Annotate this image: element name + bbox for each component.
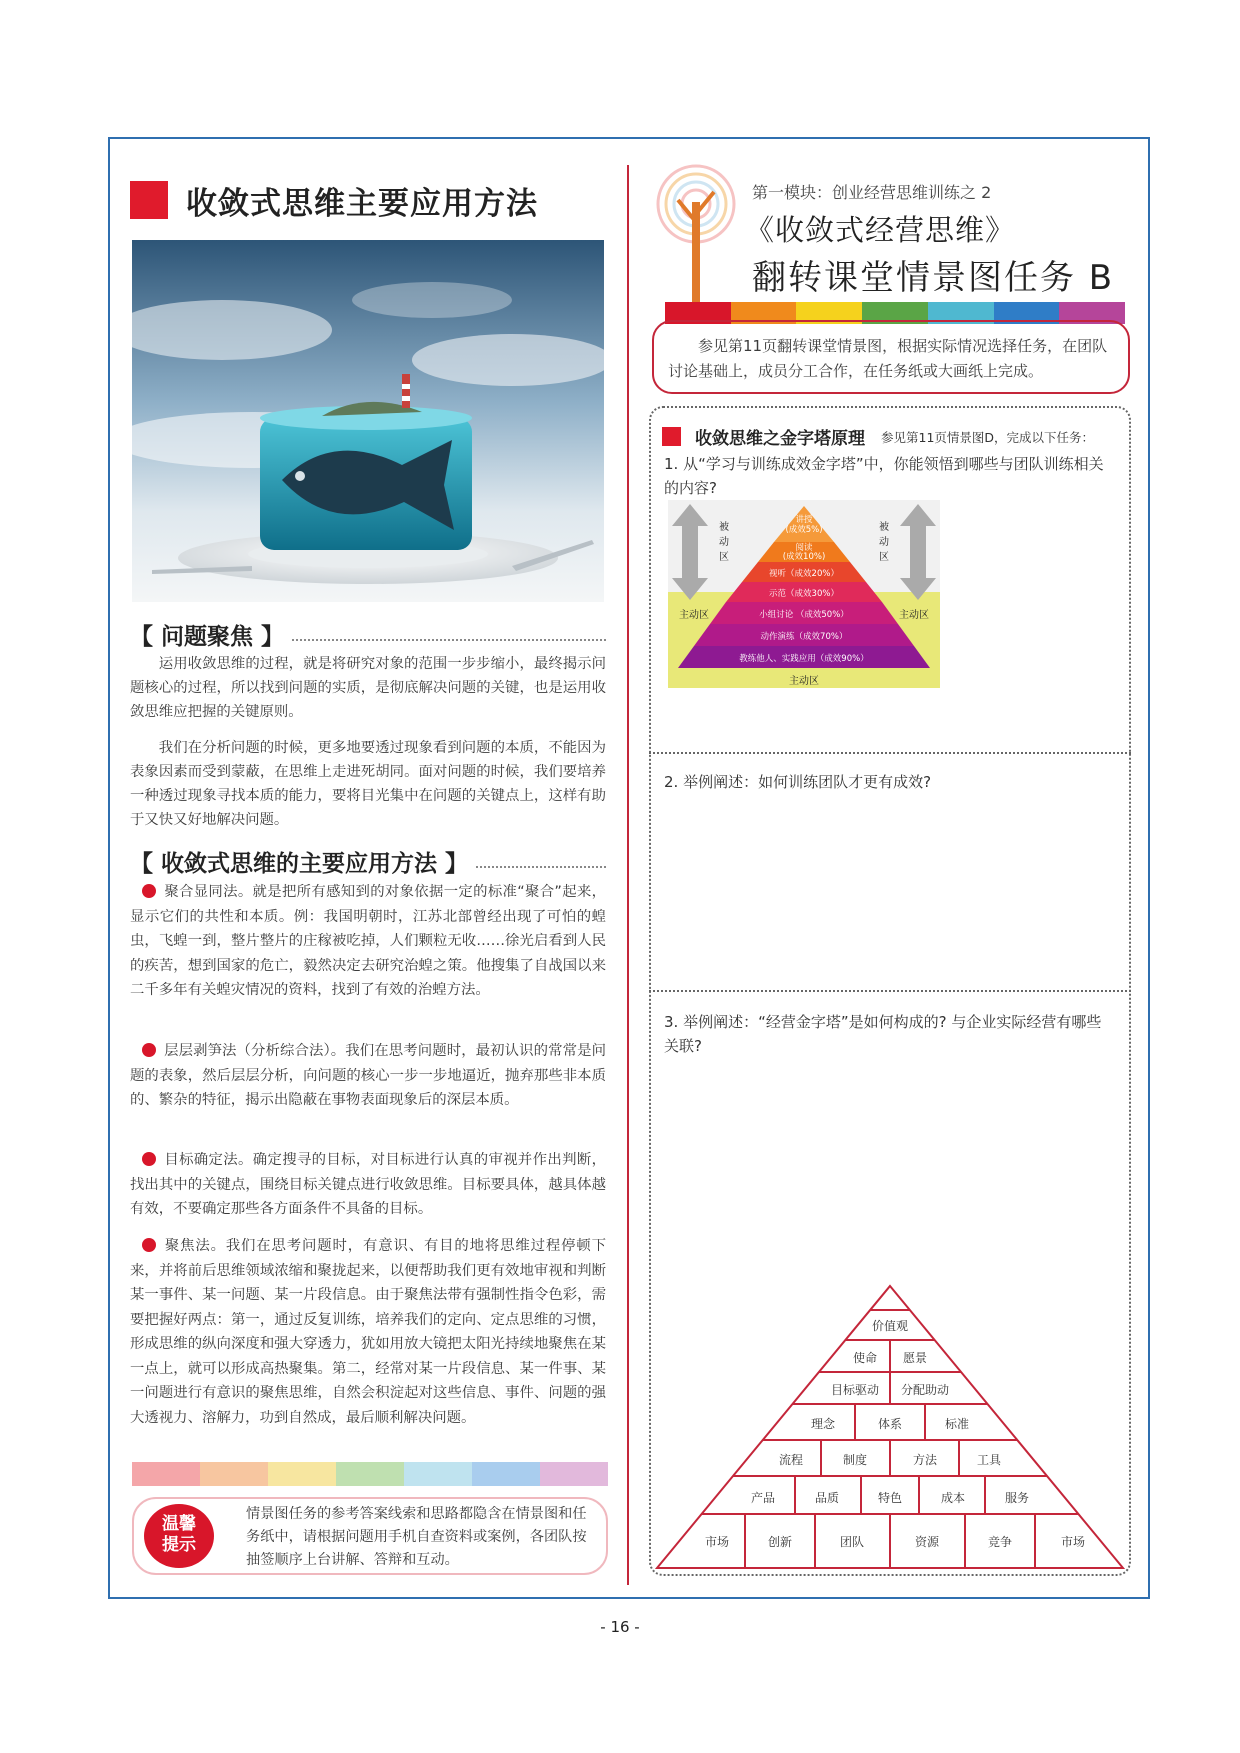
question-2: 2. 举例阐述：如何训练团队才更有成效? [664,773,932,791]
method-text: 目标确定法。确定搜寻的目标，对目标进行认真的审视并作出判断，找出其中的关键点，围绕目标关键点进行收敛思维。目标要具体，越具体越有效，不要确定那些各方面条件不具备的目标。 [130,1152,606,1217]
svg-text:团队: 团队 [839,1535,865,1549]
svg-text:动: 动 [719,537,729,548]
svg-text:体系: 体系 [877,1417,903,1431]
section-heading-text: 【 收敛式思维的主要应用方法 】 [130,851,469,877]
bullet-icon [142,1238,156,1252]
paragraph: 运用收敛思维的过程，就是将研究对象的范围一步步缩小，最终揭示问题核心的过程，所以找到问题的实质，是彻底解决问题的关键，也是运用收敛思维应把握的关键原则。 [130,656,606,720]
svg-text:使命: 使命 [852,1351,878,1365]
method-item [130,1148,606,1222]
instruction-box [652,320,1130,394]
business-pyramid [655,1282,1125,1572]
tip-badge-text: 温馨 提示 [162,1514,196,1555]
svg-text:被: 被 [879,522,889,533]
method-item [130,880,606,1003]
paragraph: 我们在分析问题的时候，更多地要透过现象看到问题的本质，不能因为表象因素而受到蒙蔽，在思维上走进死胡同。面对问题的时候，我们要培养一种透过现象寻找本质的能力，要将目光集中在问题的关键点上，这样有助于又快又好地解决问题。 [130,740,606,828]
bullet-icon [142,1043,156,1057]
svg-text:动作演练（成效70%）: 动作演练（成效70%） [760,632,848,642]
tip-badge [144,1504,214,1568]
svg-text:愿景: 愿景 [902,1351,928,1365]
svg-text:产品: 产品 [750,1491,776,1505]
svg-text:区: 区 [879,552,889,563]
right-title-2: 翻转课堂情景图任务 B [752,258,1115,298]
bullet-icon [142,1152,156,1166]
svg-text:(成效10%): (成效10%) [782,552,826,562]
instruction-text: 参见第11页翻转课堂情景图，根据实际情况选择任务，在团队讨论基础上，成员分工合作，在任务纸或大画纸上完成。 [668,337,1108,380]
svg-text:讲授: 讲授 [795,515,813,525]
svg-text:工具: 工具 [976,1453,1002,1467]
svg-text:竞争: 竞争 [987,1535,1013,1549]
svg-text:示范（成效30%）: 示范（成效30%） [769,589,839,599]
svg-text:(成效5%): (成效5%) [785,525,823,535]
task-marker-icon [662,427,681,446]
tip-text: 情景图任务的参考答案线索和思路都隐含在情景图和任务纸中，请根据问题用手机自查资料或案例，各团队按抽签顺序上台讲解、答辩和互动。 [246,1506,587,1568]
svg-text:方法: 方法 [912,1453,938,1467]
tip-box [132,1497,608,1575]
svg-text:主动区: 主动区 [789,676,819,687]
method-item [130,1039,606,1113]
svg-text:服务: 服务 [1004,1491,1030,1505]
svg-text:小组讨论 （成效50%）: 小组讨论 （成效50%） [759,610,849,620]
dotted-rule [292,629,606,641]
svg-text:标准: 标准 [944,1417,970,1431]
svg-text:视听（成效20%）: 视听（成效20%） [769,569,839,579]
svg-text:理念: 理念 [810,1417,836,1431]
svg-text:主动区: 主动区 [679,610,709,621]
svg-text:市场: 市场 [1060,1535,1086,1549]
section-methods-heading [130,845,606,878]
left-title [130,178,610,222]
question-3: 3. 举例阐述：“经营金字塔”是如何构成的? 与企业实际经营有哪些关联? [664,1013,1102,1055]
svg-text:被: 被 [719,522,729,533]
bullet-icon [142,884,156,898]
svg-text:流程: 流程 [778,1453,804,1467]
svg-text:创新: 创新 [767,1535,793,1549]
method-item [130,1234,606,1430]
task-reference: 参见第11页情景图D，完成以下任务： [881,429,1095,445]
svg-text:特色: 特色 [877,1491,903,1505]
hero-image [132,240,604,602]
right-title-1: 《收敛式经营思维》 [745,213,1016,247]
svg-text:分配助动: 分配助动 [900,1383,950,1397]
title-marker-icon [130,181,168,219]
method-text: 层层剥笋法（分析综合法）。我们在思考问题时，最初认识的常常是问题的表象，然后层层分析，向问题的核心一步一步地逼近，抛弃那些非本质的、繁杂的特征，揭示出隐蔽在事物表面现象后的深层本质。 [130,1043,606,1108]
left-title-text: 收敛式思维主要应用方法 [186,185,538,222]
svg-text:阅读: 阅读 [795,543,813,553]
task-title: 收敛思维之金字塔原理 [695,429,865,449]
section-heading-text: 【 问题聚焦 】 [130,624,285,650]
method-text: 聚焦法。我们在思考问题时，有意识、有目的地将思维过程停顿下来，并将前后思维领域浓缩和聚拢起来，以便帮助我们更有效地审视和判断某一事件、某一问题、某一片段信息。由于聚焦法带有强制性指令色彩，需要把握好两点：第一，通过反复训练，培养我们的定向、定点思维的习惯，形成思维的纵向深度和强大穿透力，犹如用放大镜把太阳光持续地聚焦在某一点上，就可以形成高热聚集。第二，经常对某一片段信息、某一件事、某一问题进行有意识的聚焦思维，自然会积淀起对这些信息、事件、问题的强大透视力、溶解力，功到自然成，最后顺利解决问题。 [130,1238,606,1426]
svg-text:价值观: 价值观 [871,1319,909,1333]
svg-text:目标驱动: 目标驱动 [830,1383,880,1397]
svg-text:区: 区 [719,552,729,563]
task-heading [662,424,1094,449]
dotted-rule [476,856,606,868]
task-separator [649,752,1131,754]
column-divider [627,165,629,1585]
learning-pyramid [668,500,940,688]
method-text: 聚合显同法。就是把所有感知到的对象依据一定的标准“聚合”起来，显示它们的共性和本质。例：我国明朝时，江苏北部曾经出现了可怕的蝗虫，飞蝗一到，整片整片的庄稼被吃掉，人们颗粒无收……徐光启看到人民的疾苦，想到国家的危亡，毅然决定去研究治蝗之策。他搜集了自战国以来二千多年有关蝗灾情况的资料，找到了有效的治蝗方法。 [130,884,606,998]
svg-text:制度: 制度 [842,1453,868,1467]
page-number: - 16 - [600,1618,640,1636]
svg-text:成本: 成本 [940,1491,966,1505]
svg-text:市场: 市场 [704,1535,730,1549]
svg-text:教练他人、实践应用（成效90%）: 教练他人、实践应用（成效90%） [739,654,869,664]
svg-text:资源: 资源 [914,1535,940,1549]
color-strip [132,1462,608,1486]
module-label: 第一模块：创业经营思维训练之 2 [752,183,992,202]
svg-text:主动区: 主动区 [899,610,929,621]
task-separator [649,990,1131,992]
svg-text:动: 动 [879,537,889,548]
section-problem-focus-heading [130,618,606,651]
question-1: 1. 从“学习与训练成效金字塔”中，你能领悟到哪些与团队训练相关的内容? [664,455,1104,497]
svg-text:品质: 品质 [814,1491,840,1505]
tree-logo-icon [656,162,736,302]
